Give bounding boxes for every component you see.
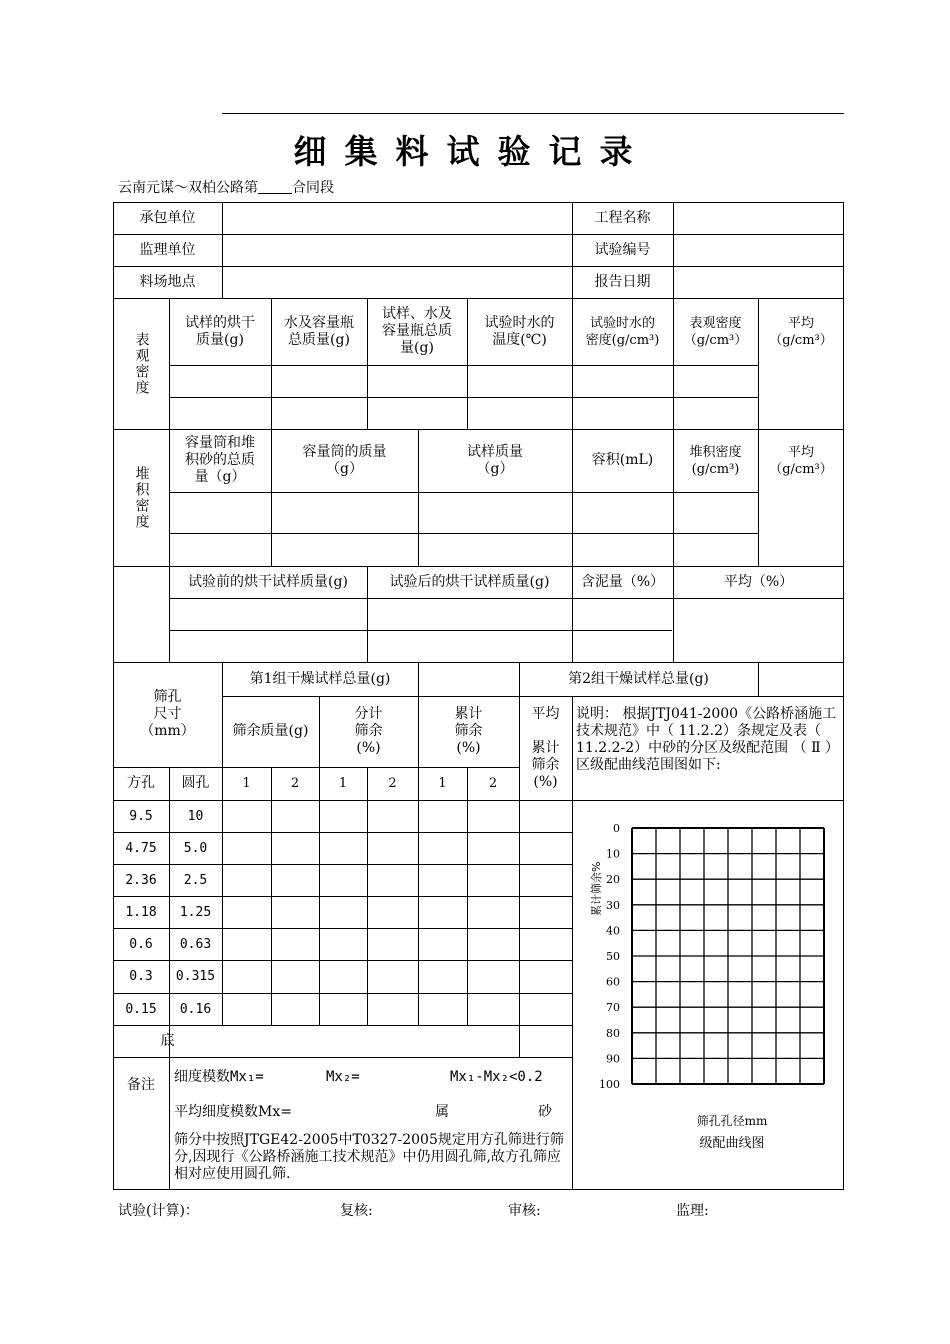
supervisor-field[interactable]	[223, 235, 571, 265]
report-date-label: 报告日期	[594, 273, 651, 290]
project-name-label: 工程名称	[594, 209, 651, 226]
chart-y-tick-label: 70	[606, 1001, 620, 1015]
group2-total-field[interactable]	[759, 663, 843, 695]
chart-x-axis-label: 筛孔孔径mm	[696, 1114, 768, 1128]
sub-col-1: 1	[242, 776, 251, 791]
average-fineness-modulus: 平均细度模数Mx=	[174, 1104, 292, 1120]
retained-mass-label: 筛余质量(g)	[232, 723, 309, 739]
chart-y-tick-label: 40	[606, 924, 620, 938]
page-title: 细集料试验记录	[293, 132, 651, 171]
square-hole-label: 方孔	[127, 775, 155, 791]
footer-supervisor: 监理:	[676, 1203, 709, 1219]
chart-y-tick-label: 60	[606, 975, 620, 989]
mud-col-after: 试验后的烘干试样质量(g)	[389, 573, 550, 590]
sand-class-suffix: 砂	[538, 1104, 552, 1120]
top-rule	[222, 113, 844, 114]
sieve-size-label: 筛孔 尺寸 （mm）	[140, 689, 195, 739]
chart-y-tick-label: 90	[606, 1052, 620, 1066]
mud-col-content: 含泥量（%）	[580, 573, 665, 590]
sub-col-6: 2	[488, 776, 498, 791]
contract-number-blank[interactable]	[258, 179, 292, 194]
avg-cumulative-label: 平均 累计 筛余 (%)	[531, 705, 560, 790]
chart-y-tick-label: 20	[606, 873, 620, 887]
test-no-label: 试验编号	[594, 241, 651, 258]
sieve-row-square: 0.3	[129, 969, 153, 984]
chart-y-axis-label: 累计筛余%	[590, 861, 603, 916]
subtitle-prefix: 云南元谋～双柏公路第	[118, 180, 258, 196]
bd-col-sample-mass: 试样质量 （g）	[467, 443, 523, 477]
project-name-field[interactable]	[674, 203, 842, 233]
group1-total-field[interactable]	[419, 663, 518, 695]
sieve-row-square: 4.75	[125, 840, 157, 856]
fineness-modulus-difference: Mx₁-Mx₂<0.2	[450, 1069, 543, 1085]
sieve-row-square: 2.36	[125, 872, 157, 888]
test-no-field[interactable]	[674, 235, 842, 265]
sieve-row-round: 0.16	[179, 1001, 212, 1017]
bd-col-container-mass: 容量筒的质量 （g）	[302, 443, 387, 477]
gradation-explanation: 说明： 根据JTJ041-2000《公路桥涵施工技术规范》中（ 11.2.2）条规定及表（ 11.2.2-2）中砂的分区及级配范围 （ Ⅱ ）区级配曲线范围图如下:	[576, 706, 837, 773]
fineness-modulus-1: 细度模数Mx₁=	[174, 1069, 264, 1085]
ad-col-dry-mass: 试样的烘干 质量(g)	[185, 314, 255, 348]
sieve-row-round: 1.25	[179, 904, 212, 920]
footer-reviewer: 复核:	[340, 1203, 373, 1219]
group2-total-label: 第2组干燥试样总量(g)	[568, 670, 709, 687]
sieve-row-round: 0.315	[175, 969, 216, 984]
contractor-field[interactable]	[223, 203, 571, 233]
footer-auditor: 审核:	[508, 1203, 541, 1219]
footer-tester: 试验(计算)：	[118, 1203, 199, 1219]
contract-section-line	[118, 177, 334, 197]
round-hole-label: 圆孔	[181, 775, 210, 791]
stockyard-field[interactable]	[223, 267, 571, 297]
sieve-row-square: 1.18	[125, 904, 157, 920]
ad-col-water-flask-mass: 水及容量瓶 总质量(g)	[284, 314, 354, 348]
bd-col-bulk-density: 堆积密度 (g/cm³)	[689, 444, 742, 477]
report-date-field[interactable]	[674, 267, 842, 297]
bd-col-volume: 容积(mL)	[591, 452, 654, 468]
stockyard-label: 料场地点	[139, 273, 196, 290]
sieve-row-round: 5.0	[183, 840, 208, 856]
chart-y-tick-label: 50	[606, 950, 620, 963]
chart-y-tick-label: 30	[606, 898, 620, 912]
cumulative-retained-label: 累计 筛余 (%)	[454, 706, 483, 756]
sub-col-4: 2	[388, 776, 397, 791]
sieve-row-square: 9.5	[129, 808, 153, 824]
contractor-label: 承包单位	[139, 209, 196, 226]
bd-col-total-mass: 容量筒和堆 积砂的总质 量（g）	[185, 435, 255, 485]
chart-title: 级配曲线图	[699, 1136, 765, 1151]
bulk-density-section-label: 堆积密度	[133, 465, 150, 530]
sieve-row-square: 0.15	[125, 1001, 157, 1017]
sub-col-2: 2	[290, 776, 300, 791]
mud-col-average: 平均（%）	[723, 573, 794, 590]
ad-col-apparent-density: 表观密度 （g/cm³）	[683, 315, 748, 348]
fineness-modulus-2: Mx₂=	[326, 1069, 360, 1085]
pan-label: 底	[160, 1032, 175, 1049]
chart-y-tick-label: 80	[606, 1026, 620, 1040]
ad-col-sample-water-flask-mass: 试样、水及 容量瓶总质 量(g)	[382, 306, 452, 356]
chart-y-tick-label: 100	[599, 1078, 620, 1091]
ad-col-water-density: 试验时水的 密度(g/cm³)	[585, 315, 660, 348]
sub-col-3: 1	[338, 776, 348, 791]
subtitle-suffix: 合同段	[292, 180, 334, 196]
bd-col-average: 平均 （g/cm³）	[769, 444, 833, 477]
partial-retained-label: 分计 筛余 (%)	[354, 706, 383, 756]
chart-grid	[632, 828, 824, 1084]
mud-col-before: 试验前的烘干试样质量(g)	[188, 573, 348, 590]
supervisor-label: 监理单位	[139, 241, 196, 258]
apparent-density-section-label: 表观密度	[133, 331, 150, 396]
sieve-row-round: 2.5	[183, 872, 208, 888]
chart-y-tick-label: 10	[606, 847, 620, 861]
gradation-chart	[580, 815, 840, 1175]
sieve-method-note: 筛分中按照JTGE42-2005中T0327-2005规定用方孔筛进行筛分,因现行《公路桥涵施工技术规范》中仍用圆孔筛,故方孔筛应相对应使用圆孔筛.	[174, 1132, 564, 1182]
ad-col-average: 平均 （g/cm³）	[769, 315, 833, 348]
remarks-label: 备注	[127, 1076, 155, 1093]
sieve-row-round: 10	[187, 808, 204, 824]
chart-y-tick-label: 0	[613, 822, 620, 835]
sieve-row-round: 0.63	[179, 936, 212, 952]
group1-total-label: 第1组干燥试样总量(g)	[249, 670, 391, 687]
sieve-row-square: 0.6	[129, 936, 153, 952]
sub-col-5: 1	[438, 776, 447, 791]
sand-class-belongs: 属	[435, 1104, 449, 1120]
ad-col-water-temperature: 试验时水的 温度(℃)	[484, 314, 555, 348]
